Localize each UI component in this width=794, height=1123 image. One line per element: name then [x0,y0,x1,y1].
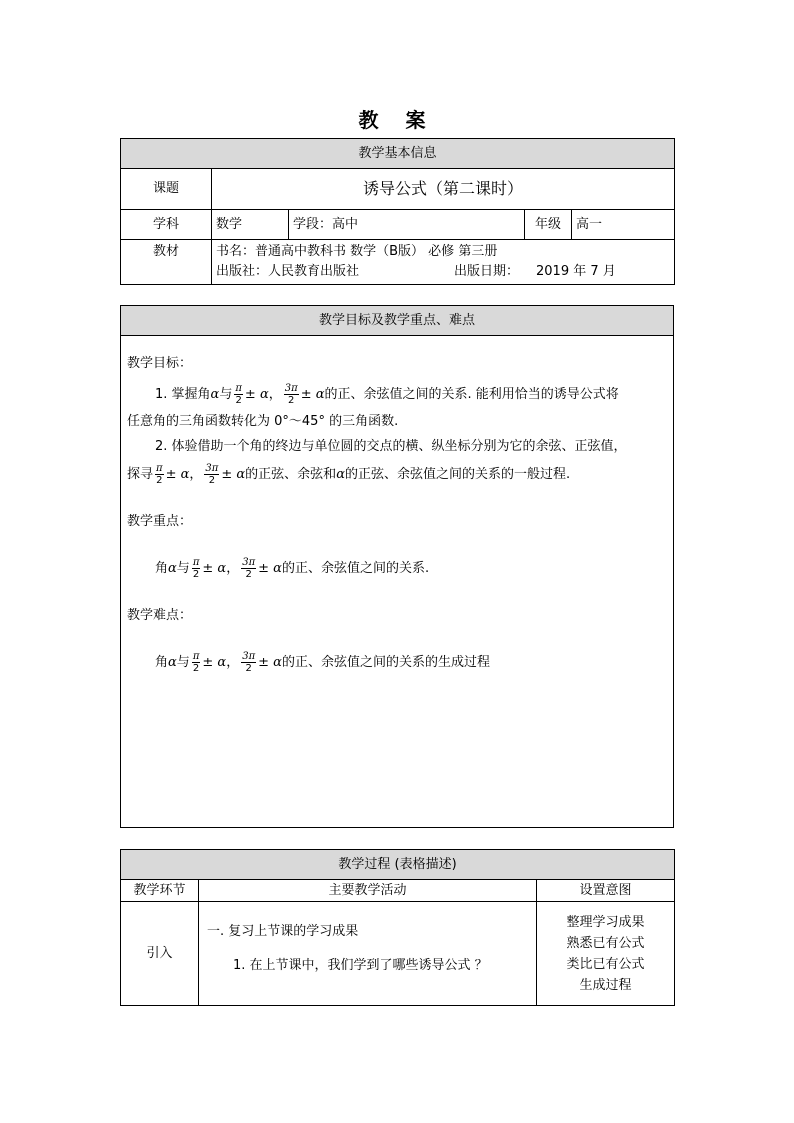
fraction-denominator: 2 [192,569,200,580]
three-pi-over-2-fraction [241,557,256,580]
comma: ， [189,467,203,482]
pm-alpha: ± α [300,387,325,402]
process-header: 教学过程 (表格描述) [121,850,675,880]
grade-value: 高一 [572,210,675,240]
objective-2-line1: 2. 体验借助一个角的终边与单位圆的交点的横、纵坐标分别为它的余弦、正弦值， [155,439,627,454]
pm-alpha: ± α [221,467,246,482]
pm-alpha: ± α [165,467,190,482]
comma: ， [226,561,240,576]
three-pi-over-2-fraction [241,651,256,674]
stage-text: 学段：高中 [289,210,525,240]
fraction-denominator: 2 [192,663,200,674]
with-word: 与 [219,387,233,402]
three-pi-over-2-fraction [204,463,219,486]
three-pi-over-2-fraction [284,383,299,406]
column-header-activity: 主要教学活动 [199,880,537,902]
textbook-info [212,240,675,285]
textbook-line2 [216,262,670,282]
obj2-suffix: 的正弦、余弦值之间的关系的一般过程. [344,467,571,482]
key-prefix: 角 [155,561,169,576]
fraction-numerator: π [192,557,200,568]
subject-label: 学科 [121,210,212,240]
document-title: 教 案 [358,108,436,132]
column-header-intent: 设置意图 [537,880,675,902]
column-header-stage: 教学环节 [121,880,199,902]
alpha-symbol: α [210,387,220,402]
grade-label: 年级 [525,210,572,240]
topic-label: 课题 [121,169,212,210]
fraction-denominator: 2 [235,395,242,406]
intent-line: 熟悉已有公式 [566,935,645,951]
fraction-numerator: 3π [242,557,256,568]
activity-line1: 一. 复习上节课的学习成果 [207,924,359,939]
difficulty-label: 教学难点： [127,608,193,623]
objectives-label: 教学目标： [127,356,193,371]
fraction-numerator: 3π [205,463,219,474]
difficulty-content [127,648,665,678]
objective-2-line2 [127,460,665,490]
fraction-numerator: π [235,383,242,394]
comma: ， [226,655,240,670]
intent-cell [537,902,675,1006]
alpha-symbol: α [168,561,177,576]
textbook-publisher: 出版社：人民教育出版社 [216,264,360,279]
objective-1 [127,380,665,410]
fraction-denominator: 2 [204,474,219,486]
with-word: 与 [176,561,190,576]
fraction-denominator: 2 [156,475,163,486]
textbook-line1: 书名：普通高中教科书 数学（B版） 必修 第三册 [216,244,498,259]
fraction-denominator: 2 [241,568,256,580]
intent-line: 整理学习成果 [566,914,645,930]
fraction-numerator: π [192,651,200,662]
difficulty-prefix: 角 [155,655,169,670]
fraction-numerator: 3π [284,383,298,394]
pm-alpha: ± α [202,655,227,670]
fraction-numerator: 3π [242,651,256,662]
goals-table [120,305,674,828]
pm-alpha: ± α [258,655,282,670]
goals-body [121,336,674,828]
textbook-date-label: 出版日期： [454,264,520,279]
fraction-numerator: π [156,463,163,474]
fraction-denominator: 2 [241,662,256,674]
pi-over-2-fraction [155,463,164,486]
basic-info-table [120,138,675,285]
pm-alpha: ± α [258,561,282,576]
topic-value: 诱导公式（第二课时） [212,169,675,210]
alpha-symbol: α [168,655,177,670]
with-word: 与 [176,655,190,670]
pi-over-2-fraction [192,651,201,674]
fraction-denominator: 2 [284,394,299,406]
pm-alpha: ± α [244,387,269,402]
process-table [120,849,675,1006]
goals-header: 教学目标及教学重点、难点 [121,306,674,336]
key-points-label: 教学重点： [127,514,193,529]
pm-alpha: ± α [202,561,227,576]
textbook-date-value: 2019 年 7 月 [536,264,616,279]
comma: ， [268,387,282,402]
key-points-content [127,554,665,584]
activity-line2: 1. 在上节课中，我们学到了哪些诱导公式 ？ [233,958,488,973]
activity-cell [199,902,537,1006]
obj1-suffix: 的正、余弦值之间的关系. 能利用恰当的诱导公式将 [324,387,619,402]
textbook-label: 教材 [121,240,212,285]
alpha-symbol: α [336,467,345,482]
table-row [121,902,675,1006]
difficulty-suffix: 的正、余弦值之间的关系的生成过程 [281,655,490,670]
pi-over-2-fraction [234,383,243,406]
pi-over-2-fraction [192,557,201,580]
objective-1-line2: 任意角的三角函数转化为 0°～45° 的三角函数. [127,414,399,429]
intent-line: 类比已有公式 [566,956,645,972]
subject-value: 数学 [212,210,289,240]
intent-line: 生成过程 [579,977,632,993]
key-suffix: 的正、余弦值之间的关系. [281,561,430,576]
obj2-prefix: 探寻 [127,467,154,482]
obj1-prefix: 1. 掌握角 [155,387,211,402]
stage-cell: 引入 [121,902,199,1006]
obj2-mid: 的正弦、余弦和 [245,467,337,482]
basic-info-header: 教学基本信息 [121,139,675,169]
